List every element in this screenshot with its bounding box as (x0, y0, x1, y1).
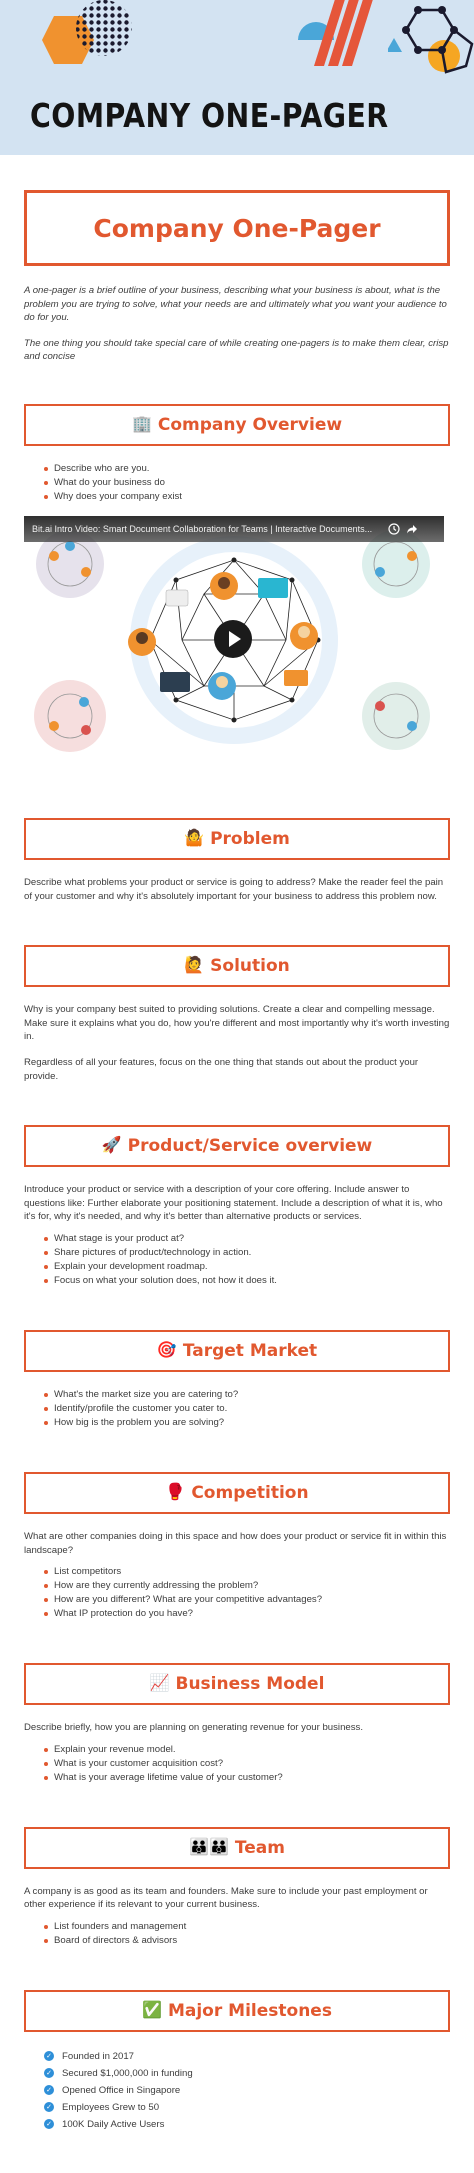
share-icon[interactable] (406, 523, 418, 535)
list-item: What stage is your product at? (54, 1232, 450, 1246)
list-item: What is your average lifetime value of your customer? (54, 1771, 450, 1785)
section-competition (24, 1472, 450, 1621)
list-item: Explain your development roadmap. (54, 1260, 450, 1274)
video-title: Bit.ai Intro Video: Smart Document Collaboration for Teams | Interactive Documents... (32, 523, 373, 534)
milestone-list (24, 2048, 450, 2133)
list-item: How are you different? What are your competitive advantages? (54, 1593, 450, 1607)
section-problem (24, 818, 450, 903)
section-paragraph: Regardless of all your features, focus on the one thing that stands out about the product your provide. (24, 1056, 419, 1082)
family-icon: 👪👪 (189, 1838, 229, 1856)
banner-title: COMPANY ONE-PAGER (30, 96, 389, 135)
section-header (24, 1827, 450, 1869)
milestone-label: Opened Office in Singapore (62, 2084, 181, 2096)
bullet-list (24, 1920, 450, 1948)
section-title: Competition (191, 1482, 309, 1503)
section-paragraph: Describe what problems your product or service is going to address? Make the reader feel the pain of your customer and why it's absolutely important for your business to address this problem now. (24, 876, 444, 902)
bullet-list (24, 462, 450, 504)
section-header (24, 1990, 450, 2032)
milestone-item (44, 2099, 450, 2116)
check-circle-icon: ✓ (44, 2102, 54, 2112)
intro-paragraph: A one-pager is a brief outline of your business, describing what your business is about, what is the problem you are trying to solve, what your needs are and ultimately what you want your audience to do for you. (24, 285, 447, 324)
list-item: List competitors (54, 1565, 450, 1579)
main-content (0, 155, 474, 2173)
section-title: Solution (210, 956, 290, 977)
section-body (24, 1183, 450, 1288)
section-body (24, 1885, 450, 1948)
list-item: How are they currently addressing the problem? (54, 1579, 450, 1593)
boxing-glove-icon: 🥊 (165, 1483, 186, 1501)
milestone-item (44, 2065, 450, 2082)
section-body (24, 1003, 450, 1083)
section-header (24, 1663, 450, 1705)
section-title: Product/Service overview (127, 1136, 373, 1157)
list-item: How big is the problem you are solving? (54, 1416, 450, 1430)
section-business-model (24, 1663, 450, 1785)
video-embed[interactable] (24, 516, 444, 776)
dotted-circle-decoration (74, 0, 134, 58)
section-paragraph: Describe briefly, how you are planning on generating revenue for your business. (24, 1722, 363, 1734)
section-title: Major Milestones (167, 2000, 332, 2021)
list-item: Identify/profile the customer you cater to. (54, 1402, 450, 1416)
page-title: Company One-Pager (93, 213, 381, 243)
list-item: Focus on what your solution does, not how it does it. (54, 1274, 450, 1288)
raising-hand-icon: 🙋 (184, 957, 205, 975)
section-paragraph: A company is as good as its team and founders. Make sure to include your past employment or other experience if its relevant to your current business. (24, 1885, 428, 1911)
list-item: What's the market size you are catering to? (54, 1388, 450, 1402)
bullet-list (24, 1232, 450, 1288)
play-button[interactable] (214, 620, 252, 658)
section-target-market (24, 1330, 450, 1430)
section-header (24, 818, 450, 860)
bullet-list (24, 1565, 450, 1621)
section-body (24, 876, 450, 903)
video-title-bar (24, 516, 444, 542)
section-title: Company Overview (157, 414, 343, 435)
section-header (24, 1125, 450, 1167)
section-product-overview (24, 1125, 450, 1288)
check-circle-icon: ✓ (44, 2119, 54, 2129)
section-paragraph: What are other companies doing in this space and how does your product or service fit in within this landscape? (24, 1530, 447, 1556)
target-icon: 🎯 (156, 1341, 177, 1359)
intro-paragraph: The one thing you should take special care of while creating one-pagers is to make them clear, crisp and concise (24, 337, 449, 363)
milestone-label: 100K Daily Active Users (62, 2118, 165, 2130)
list-item: Share pictures of product/technology in action. (54, 1246, 450, 1260)
section-company-overview (24, 404, 450, 776)
section-major-milestones (24, 1990, 450, 2133)
list-item: Explain your revenue model. (54, 1743, 450, 1757)
list-item: What IP protection do you have? (54, 1607, 450, 1621)
list-item: Why does your company exist (54, 490, 450, 504)
section-body (24, 462, 450, 504)
section-body (24, 1721, 450, 1785)
milestone-label: Founded in 2017 (62, 2050, 135, 2062)
check-circle-icon: ✓ (44, 2068, 54, 2078)
section-paragraph: Introduce your product or service with a description of your core offering. Include answer to questions like: Further elaborate your positioning statement. Include a description of what it is, who it's for, why it's needed, and why it's better than alternative products or services. (24, 1184, 443, 1223)
section-header (24, 945, 450, 987)
chart-increasing-icon: 📈 (149, 1675, 170, 1693)
check-mark-icon: ✅ (142, 2001, 162, 2019)
list-item: What do your business do (54, 476, 450, 490)
section-paragraph: Why is your company best suited to providing solutions. Create a clear and compelling message. Make sure it explains what you do, how you're different and most importantly why it's worth investing in. (24, 1004, 450, 1043)
molecule-decoration (388, 4, 474, 84)
stripes-decoration (298, 0, 378, 66)
section-team (24, 1827, 450, 1948)
milestone-label: Employees Grew to 50 (62, 2101, 160, 2113)
list-item: Board of directors & advisors (54, 1934, 450, 1948)
check-circle-icon: ✓ (44, 2085, 54, 2095)
clock-icon[interactable] (388, 523, 400, 535)
milestone-label: Secured $1,000,000 in funding (62, 2067, 193, 2079)
bullet-list (24, 1388, 450, 1430)
section-header (24, 1330, 450, 1372)
office-building-icon: 🏢 (131, 415, 152, 433)
bullet-list (24, 1743, 450, 1785)
section-body (24, 1388, 450, 1430)
check-circle-icon: ✓ (44, 2051, 54, 2061)
rocket-icon: 🚀 (101, 1137, 122, 1155)
section-title: Team (234, 1837, 285, 1858)
section-solution (24, 945, 450, 1083)
header-banner (0, 0, 474, 155)
section-header (24, 1472, 450, 1514)
milestone-item (44, 2116, 450, 2133)
shrug-icon: 🤷 (184, 829, 205, 847)
section-body (24, 1530, 450, 1621)
list-item: List founders and management (54, 1920, 450, 1934)
list-item: What is your customer acquisition cost? (54, 1757, 450, 1771)
milestone-item (44, 2082, 450, 2099)
milestone-item (44, 2048, 450, 2065)
section-title: Target Market (182, 1340, 318, 1361)
section-header (24, 404, 450, 446)
section-title: Business Model (175, 1674, 325, 1695)
intro-text (24, 284, 450, 364)
page-title-box (24, 190, 450, 266)
list-item: Describe who are you. (54, 462, 450, 476)
section-title: Problem (210, 828, 290, 849)
